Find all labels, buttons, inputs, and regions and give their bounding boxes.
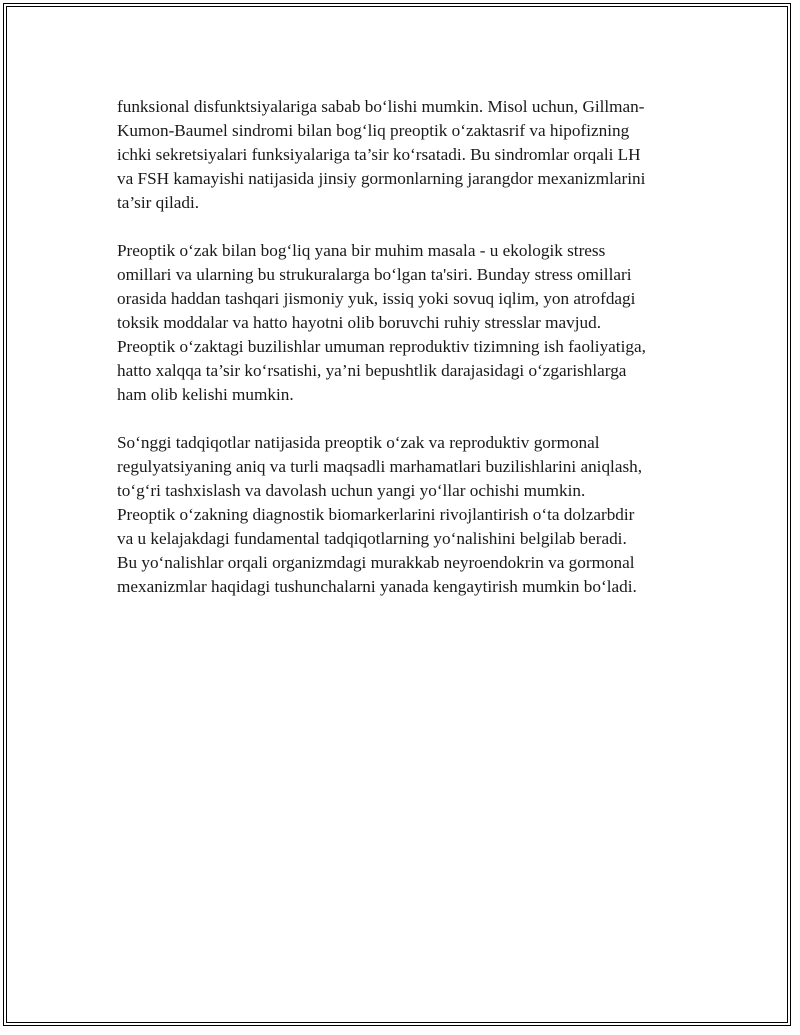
text-line: Kumon-Baumel sindromi bilan bog‘liq preoptik o‘zaktasrif va hipofizning [117, 121, 630, 140]
text-line: hatto xalqqa ta’sir ko‘rsatishi, ya’ni bepushtlik darajasidagi o‘zgarishlarga [117, 361, 627, 380]
text-line: va u kelajakdagi fundamental tadqiqotlarning yo‘nalishini belgilab beradi. [117, 529, 627, 548]
text-line: Preoptik o‘zak bilan bog‘liq yana bir muhim masala - u ekologik stress [117, 241, 606, 260]
text-line: toksik moddalar va hatto hayotni olib boruvchi ruhiy stresslar mavjud. [117, 313, 602, 332]
text-line: ta’sir qiladi. [117, 193, 200, 212]
text-line: Preoptik o‘zakning diagnostik biomarkerlarini rivojlantirish o‘ta dolzarbdir [117, 505, 635, 524]
paragraph-2 [117, 239, 697, 407]
text-line: orasida haddan tashqari jismoniy yuk, issiq yoki sovuq iqlim, yon atrofdagi [117, 289, 636, 308]
text-line: Preoptik o‘zaktagi buzilishlar umuman reproduktiv tizimning ish faoliyatiga, [117, 337, 646, 356]
document-body [117, 95, 697, 623]
text-line: mexanizmlar haqidagi tushunchalarni yanada kengaytirish mumkin bo‘ladi. [117, 577, 637, 596]
text-line: funksional disfunktsiyalariga sabab bo‘lishi mumkin. Misol uchun, Gillman- [117, 97, 645, 116]
text-line: va FSH kamayishi natijasida jinsiy gormonlarning jarangdor mexanizmlarini [117, 169, 646, 188]
paragraph-3 [117, 431, 697, 599]
text-line: ichki sekretsiyalari funksiyalariga ta’sir ko‘rsatadi. Bu sindromlar orqali LH [117, 145, 641, 164]
text-line: ham olib kelishi mumkin. [117, 385, 294, 404]
text-line: to‘g‘ri tashxislash va davolash uchun yangi yo‘llar ochishi mumkin. [117, 481, 586, 500]
text-line: So‘nggi tadqiqotlar natijasida preoptik o‘zak va reproduktiv gormonal [117, 433, 600, 452]
text-line: omillari va ularning bu strukuralarga bo‘lgan ta'siri. Bunday stress omillari [117, 265, 632, 284]
paragraph-1 [117, 95, 697, 215]
text-line: regulyatsiyaning aniq va turli maqsadli marhamatlari buzilishlarini aniqlash, [117, 457, 643, 476]
text-line: Bu yo‘nalishlar orqali organizmdagi murakkab neyroendokrin va gormonal [117, 553, 635, 572]
